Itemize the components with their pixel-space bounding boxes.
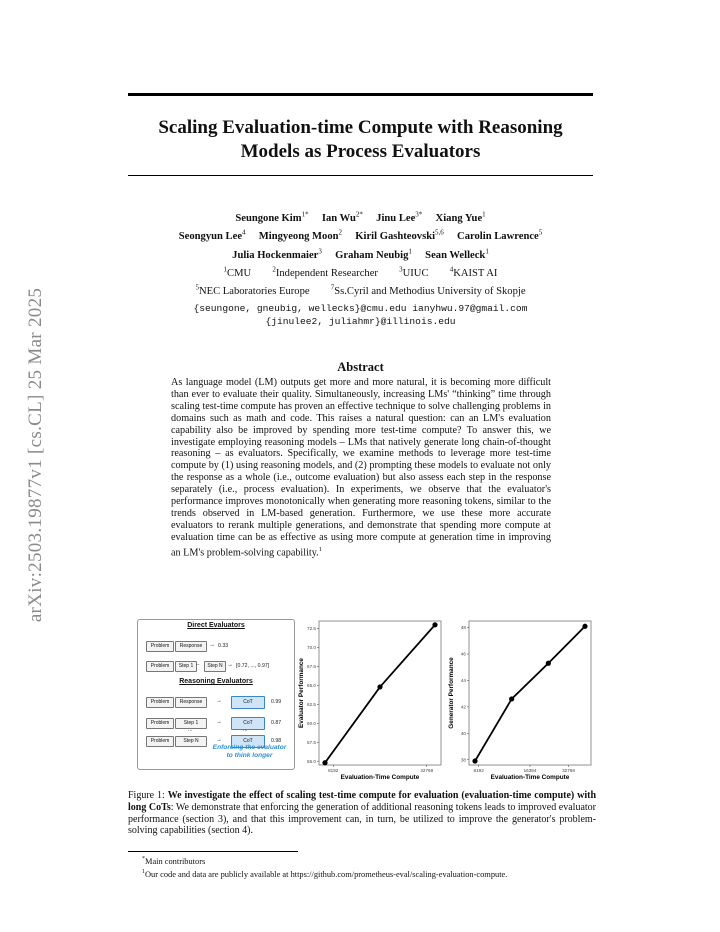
score-list: [0.72, ..., 0.97] [236, 663, 270, 669]
affiliation [272, 265, 378, 279]
y-tick-label: 62.5 [307, 701, 316, 707]
figure-caption [128, 790, 596, 837]
problem-box: Problem [146, 697, 174, 708]
reasoning-evaluators-heading: Reasoning Evaluators [179, 678, 253, 685]
superscript-mark: 4 [242, 228, 246, 237]
data-point [582, 624, 587, 629]
superscript-mark: 1 [485, 247, 489, 256]
name-text: Seungone Kim [235, 212, 302, 224]
affiliation [449, 265, 498, 279]
paper-title: Scaling Evaluation-time Compute with Reasoning Models as Process Evaluators [158, 117, 563, 162]
author-line [128, 244, 593, 263]
superscript-mark: 4 [449, 265, 454, 273]
direct-evaluators-heading: Direct Evaluators [187, 622, 245, 629]
superscript-mark: 5 [195, 283, 199, 292]
abstract-body [171, 377, 551, 559]
figure-1 [128, 610, 596, 781]
problem-box: Problem [146, 661, 174, 672]
y-tick-label: 38 [460, 757, 466, 763]
y-tick-label: 44 [460, 678, 466, 684]
affiliation [399, 265, 429, 279]
author-name [425, 247, 489, 261]
abstract-text: As language model (LM) outputs get more and more natural, it is becoming more difficult than ever to evaluate their quality. Simultaneously, increasing LMs' “thinking” time through scaling test-time compute has proven an effective technique to solve challenging problems in domains such as math and code. This raises a natural question: can an LM's evaluation capability also be improved by spending more test-time compute? To answer this, we investigate employing reasoning models – LMs that natively generate long chain-of-thought reasoning – as evaluators. Specifically, we examine methods to leverage more test-time compute by (1) using reasoning models, and (2) prompting these models to evaluate not only the response as a whole (i.e., outcome evaluation) but also assess each step in the response separately (i.e., process evaluation). In experiments, we observe that the evaluator's performance improves monotonically when generating more reasoning tokens, similar to the trends observed in LM-based generation. Furthermore, we use these more accurate evaluators to rerank multiple generations, and demonstrate that spending more compute at evaluation time can be as effective as using more compute at generation time in improving an LM's problem-solving capability. [171, 377, 551, 559]
problem-box: Problem [146, 641, 174, 652]
author-name [435, 210, 486, 224]
y-tick-label: 46 [460, 651, 466, 657]
caption-rest: : We demonstrate that enforcing the generation of additional reasoning tokens leads to improved evaluator performance (section 3), and that this improvement can, in turn, be utilized to improve the generator's problem-solving capabilities (section 4). [128, 801, 596, 837]
email-block [128, 302, 593, 328]
arrow-icon: → [216, 719, 222, 725]
step-box: Step 1 [175, 661, 197, 672]
score-value: 0.99 [271, 699, 282, 705]
title-rule-bottom [128, 175, 593, 176]
name-text: Xiang Yue [435, 212, 483, 224]
cot-box: CoT [231, 735, 265, 748]
author-name [258, 228, 343, 243]
data-point [472, 758, 477, 763]
arrow-icon: → [227, 662, 233, 668]
name-text: Julia Hockenmaier [232, 249, 319, 261]
x-axis-label: Evaluation-Time Compute [340, 774, 420, 781]
superscript-mark: 2 [338, 228, 343, 237]
x-tick-label: 8192 [473, 768, 484, 773]
email-line: {seungone, gneubig, wellecks}@cmu.edu ianyhwu.97@gmail.com [193, 303, 528, 314]
name-text: CMU [227, 267, 252, 279]
y-tick-label: 57.5 [307, 739, 316, 745]
step-box: Step N [204, 661, 226, 672]
name-text: Kiril Gashteovski [355, 231, 436, 243]
affiliation [195, 283, 310, 298]
generator-performance-chart [445, 617, 595, 789]
footnote-mark: * [142, 856, 145, 862]
author-name [235, 210, 309, 224]
y-tick-label: 65.0 [307, 683, 316, 689]
data-point [432, 622, 437, 627]
author-name [232, 247, 322, 261]
arrow-icon: → [209, 642, 215, 648]
y-tick-label: 40 [460, 730, 466, 736]
ellipsis: ... [243, 727, 248, 733]
author-name [335, 247, 412, 261]
dash-separator: -- [196, 662, 200, 668]
author-name [457, 228, 543, 243]
author-line [128, 207, 593, 226]
superscript-mark: 1 [408, 247, 412, 256]
name-text: Sean Welleck [425, 249, 486, 261]
evaluator-diagram [137, 619, 295, 770]
author-name [376, 210, 423, 224]
name-text: UIUC [402, 267, 429, 279]
affiliation-line [128, 281, 593, 300]
superscript-mark: 5,6 [435, 228, 444, 237]
email-line: {jinulee2, juliahmr}@illinois.edu [265, 316, 456, 327]
author-line [128, 226, 593, 245]
x-tick-label: 32768 [562, 768, 575, 773]
affiliations [128, 262, 593, 299]
y-tick-label: 70.0 [307, 645, 316, 651]
response-box: Response [175, 697, 207, 708]
plot-frame [469, 621, 591, 765]
name-text: Ian Wu [321, 212, 356, 224]
y-tick-label: 60.0 [307, 720, 316, 726]
footnote-text: Our code and data are publicly available at https://github.com/prometheus-eval/scaling-evaluation-compute. [145, 870, 508, 880]
footnote-mark: 1 [142, 869, 145, 876]
arxiv-sidebar [22, 245, 50, 665]
step-box: Step N [175, 736, 207, 747]
data-point [322, 760, 327, 765]
abstract-footnote-mark: 1 [318, 545, 322, 553]
problem-box: Problem [146, 718, 174, 729]
cot-box: CoT [231, 717, 265, 730]
superscript-mark: 1* [301, 210, 309, 218]
author-name [321, 210, 363, 224]
superscript-mark: 1 [482, 210, 486, 218]
author-name [178, 228, 246, 243]
name-text: Jinu Lee [376, 212, 416, 224]
name-text: Independent Researcher [275, 267, 378, 279]
superscript-mark: 3 [399, 265, 403, 273]
superscript-mark: 5 [538, 228, 543, 237]
cot-box: CoT [231, 696, 265, 709]
affiliation [330, 283, 526, 298]
footnote-text: Main contributors [145, 856, 206, 866]
y-axis-label: Evaluator Performance [298, 658, 305, 728]
arrow-icon: → [216, 737, 222, 743]
plot-frame [319, 621, 441, 765]
caption-label: Figure 1: [128, 790, 165, 801]
caption-bold: We investigate the effect of scaling test-time compute for evaluation (evaluation-time compute) with long CoTs [128, 790, 597, 813]
x-tick-label: 32768 [420, 768, 434, 773]
superscript-mark: 1 [223, 265, 228, 273]
superscript-mark: 2 [272, 265, 276, 273]
author-list [128, 207, 593, 263]
y-tick-label: 67.5 [307, 664, 316, 670]
affiliation [223, 265, 252, 279]
author-name [355, 228, 444, 243]
y-tick-label: 72.5 [307, 626, 316, 632]
name-text: KAIST AI [453, 267, 498, 279]
enforce-line: to think longer [226, 752, 273, 759]
name-text: Ss.Cyril and Methodius University of Skopje [334, 286, 526, 298]
affiliation-line [128, 262, 593, 281]
enforce-line: Enforcing the evaluator [212, 744, 287, 751]
x-axis-label: Evaluation-Time Compute [490, 774, 570, 781]
name-text: Carolin Lawrence [457, 231, 539, 243]
y-tick-label: 42 [460, 704, 466, 710]
x-tick-label: 16384 [523, 768, 537, 773]
name-text: Mingyeong Moon [258, 231, 339, 243]
problem-box: Problem [146, 736, 174, 747]
abstract-heading: Abstract [337, 360, 384, 374]
footnotes [128, 854, 596, 881]
data-point [546, 661, 551, 666]
arrow-icon: → [216, 698, 222, 704]
data-point [509, 696, 514, 701]
evaluator-performance-chart [295, 617, 445, 789]
ellipsis: ... [188, 727, 193, 733]
name-text: Seongyun Lee [178, 231, 243, 243]
superscript-mark: 3 [318, 247, 322, 256]
score-value: 0.98 [271, 738, 282, 744]
x-tick-label: 8192 [328, 768, 339, 773]
superscript-mark: 3* [415, 210, 423, 218]
y-axis-label: Generator Performance [448, 657, 455, 729]
name-text: Graham Neubig [335, 249, 409, 261]
superscript-mark: 2* [355, 210, 363, 218]
step-box: Step 1 [175, 718, 207, 729]
name-text: NEC Laboratories Europe [198, 286, 310, 298]
footnote-one [128, 867, 596, 880]
score-value: 0.33 [218, 643, 229, 649]
footnote-star [128, 854, 596, 867]
footnote-rule [128, 851, 298, 852]
arxiv-id: arXiv:2503.19877v1 [cs.CL] 25 Mar 2025 [25, 287, 46, 623]
y-tick-label: 48 [460, 625, 466, 631]
enforce-annotation [202, 744, 297, 760]
response-box: Response [175, 641, 207, 652]
data-point [377, 684, 382, 689]
score-value: 0.87 [271, 720, 282, 726]
y-tick-label: 55.0 [307, 758, 316, 764]
title-rule-top [128, 93, 593, 96]
superscript-mark: 7 [330, 283, 335, 292]
